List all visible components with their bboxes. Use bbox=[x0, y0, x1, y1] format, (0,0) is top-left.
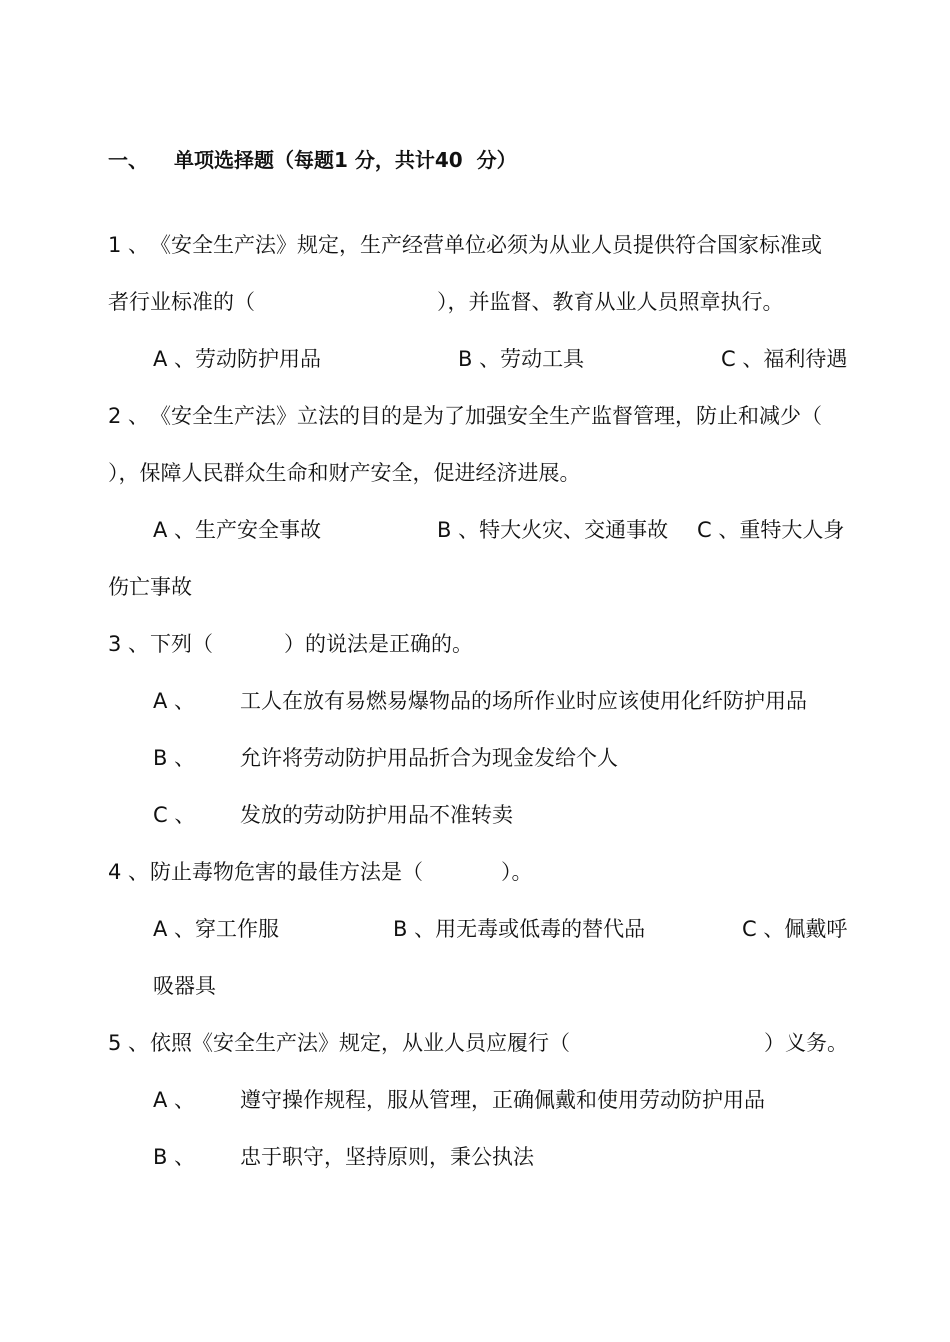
question-1-text-line1: 《安全生产法》规定，生产经营单位必须为从业人员提供符合国家标准或 bbox=[150, 233, 822, 257]
question-3-option-b-text: 允许将劳动防护用品折合为现金发给个人 bbox=[240, 746, 618, 770]
question-5-text-b: ）义务。 bbox=[764, 1031, 848, 1055]
question-5-option-a-text: 遵守操作规程，服从管理，正确佩戴和使用劳动防护用品 bbox=[240, 1088, 765, 1112]
question-2-number: 2 、 bbox=[108, 404, 150, 428]
section-number: 一、 bbox=[108, 148, 148, 172]
question-2-text-line1: 《安全生产法》立法的目的是为了加强安全生产监督管理，防止和减少（ bbox=[150, 404, 822, 428]
question-4-number: 4 、 bbox=[108, 860, 150, 884]
question-4-text-a: 防止毒物危害的最佳方法是（ bbox=[150, 860, 423, 884]
question-1-text-line2b: ），并监督、教育从业人员照章执行。 bbox=[437, 290, 784, 314]
question-3-option-c-text: 发放的劳动防护用品不准转卖 bbox=[240, 803, 513, 827]
question-2-option-a: A 、生产安全事故 bbox=[153, 518, 322, 542]
question-2-text-line2: ），保障人民群众生命和财产安全，促进经济进展。 bbox=[108, 461, 581, 485]
question-5-text-a: 依照《安全生产法》规定，从业人员应履行（ bbox=[150, 1031, 570, 1055]
question-5-number: 5 、 bbox=[108, 1031, 150, 1055]
question-1-number: 1 、 bbox=[108, 233, 150, 257]
question-3-option-c-letter: C 、 bbox=[153, 803, 196, 827]
question-3-text-b: ）的说法是正确的。 bbox=[284, 632, 473, 656]
question-3-text-a: 下列（ bbox=[150, 632, 213, 656]
question-4-option-a: A 、穿工作服 bbox=[153, 917, 280, 941]
question-5-option-b-letter: B 、 bbox=[153, 1145, 196, 1169]
question-3-option-a-letter: A 、 bbox=[153, 689, 196, 713]
question-3-option-a-text: 工人在放有易燃易爆物品的场所作业时应该使用化纤防护用品 bbox=[240, 689, 807, 713]
question-3-option-b-letter: B 、 bbox=[153, 746, 196, 770]
question-5-option-b-text: 忠于职守，坚持原则，秉公执法 bbox=[240, 1145, 534, 1169]
question-4-option-c: C 、佩戴呼 bbox=[742, 917, 848, 941]
question-1-text-line2a: 者行业标准的（ bbox=[108, 290, 255, 314]
question-2-option-c: C 、重特大人身 bbox=[697, 518, 845, 542]
question-3-number: 3 、 bbox=[108, 632, 150, 656]
question-1-option-c: C 、福利待遇 bbox=[721, 347, 848, 371]
question-4-text-b: ）。 bbox=[501, 860, 533, 884]
question-5-option-a-letter: A 、 bbox=[153, 1088, 196, 1112]
question-2-option-b: B 、特大火灾、交通事故 bbox=[437, 518, 669, 542]
question-4-option-c-continued: 吸器具 bbox=[153, 974, 216, 998]
question-4-option-b: B 、用无毒或低毒的替代品 bbox=[393, 917, 646, 941]
question-1-option-b: B 、劳动工具 bbox=[458, 347, 585, 371]
question-2-option-c-continued: 伤亡事故 bbox=[108, 575, 192, 599]
question-1-option-a: A 、劳动防护用品 bbox=[153, 347, 322, 371]
section-title: 单项选择题（每题1 分，共计40 分） bbox=[174, 148, 517, 172]
